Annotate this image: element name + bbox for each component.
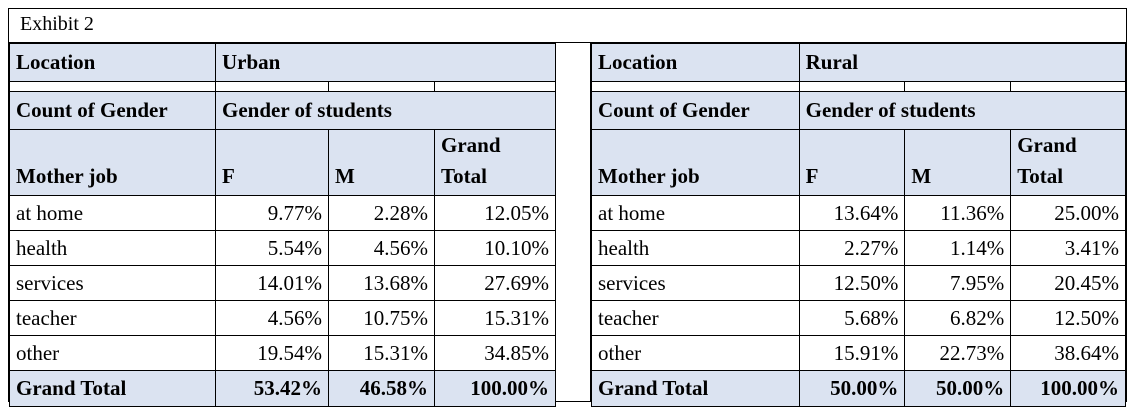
gender-label: Gender of students xyxy=(799,92,1125,130)
cell-total: 12.05% xyxy=(435,196,556,231)
row-label: health xyxy=(10,231,216,266)
cell-total: 34.85% xyxy=(435,336,556,371)
grand-total-m: 50.00% xyxy=(905,371,1011,407)
separator-row xyxy=(10,82,556,92)
cell-f: 15.91% xyxy=(799,336,905,371)
location-row xyxy=(10,44,556,82)
gender-label: Gender of students xyxy=(216,92,556,130)
cell-f: 14.01% xyxy=(216,266,329,301)
cell-f: 13.64% xyxy=(799,196,905,231)
table-row xyxy=(592,336,1126,371)
table-row xyxy=(592,266,1126,301)
exhibit-frame xyxy=(8,8,1127,402)
cell-f: 5.54% xyxy=(216,231,329,266)
col-header-grand-total: Grand Total xyxy=(435,130,556,196)
col-header-m: M xyxy=(905,130,1011,196)
col-header-f: F xyxy=(799,130,905,196)
row-label: services xyxy=(592,266,800,301)
count-label: Count of Gender xyxy=(10,92,216,130)
cell-f: 4.56% xyxy=(216,301,329,336)
count-of-gender-row xyxy=(10,92,556,130)
table-gap xyxy=(555,43,591,401)
col-header-m: M xyxy=(329,130,435,196)
table-row xyxy=(10,196,556,231)
cell-m: 22.73% xyxy=(905,336,1011,371)
row-label: at home xyxy=(10,196,216,231)
separator-row xyxy=(592,82,1126,92)
cell-total: 15.31% xyxy=(435,301,556,336)
cell-m: 7.95% xyxy=(905,266,1011,301)
row-label: services xyxy=(10,266,216,301)
table-row xyxy=(592,196,1126,231)
location-value: Rural xyxy=(799,44,1125,82)
cell-total: 12.50% xyxy=(1011,301,1126,336)
cell-total: 38.64% xyxy=(1011,336,1126,371)
table-row xyxy=(10,301,556,336)
cell-f: 2.27% xyxy=(799,231,905,266)
cell-total: 3.41% xyxy=(1011,231,1126,266)
count-label: Count of Gender xyxy=(592,92,800,130)
cell-m: 13.68% xyxy=(329,266,435,301)
grand-total-label: Grand Total xyxy=(592,371,800,407)
cell-m: 2.28% xyxy=(329,196,435,231)
cell-m: 4.56% xyxy=(329,231,435,266)
table-row xyxy=(592,301,1126,336)
location-row xyxy=(592,44,1126,82)
pivot-table-urban xyxy=(9,43,556,407)
column-header-row xyxy=(592,130,1126,196)
location-value: Urban xyxy=(216,44,556,82)
cell-f: 19.54% xyxy=(216,336,329,371)
exhibit-title: Exhibit 2 xyxy=(9,9,1126,43)
cell-f: 12.50% xyxy=(799,266,905,301)
row-label: other xyxy=(10,336,216,371)
cell-m: 10.75% xyxy=(329,301,435,336)
cell-m: 15.31% xyxy=(329,336,435,371)
row-label: teacher xyxy=(592,301,800,336)
row-label: health xyxy=(592,231,800,266)
cell-m: 1.14% xyxy=(905,231,1011,266)
row-label: teacher xyxy=(10,301,216,336)
grand-total-f: 53.42% xyxy=(216,371,329,407)
table-row xyxy=(10,336,556,371)
count-of-gender-row xyxy=(592,92,1126,130)
grand-total-m: 46.58% xyxy=(329,371,435,407)
cell-f: 9.77% xyxy=(216,196,329,231)
cell-m: 11.36% xyxy=(905,196,1011,231)
cell-f: 5.68% xyxy=(799,301,905,336)
cell-total: 20.45% xyxy=(1011,266,1126,301)
grand-total-total: 100.00% xyxy=(435,371,556,407)
col-header-grand-total: Grand Total xyxy=(1011,130,1126,196)
cell-m: 6.82% xyxy=(905,301,1011,336)
row-label: at home xyxy=(592,196,800,231)
table-row xyxy=(10,266,556,301)
row-header: Mother job xyxy=(592,130,800,196)
table-row xyxy=(592,231,1126,266)
cell-total: 10.10% xyxy=(435,231,556,266)
cell-total: 27.69% xyxy=(435,266,556,301)
location-label: Location xyxy=(592,44,800,82)
grand-total-row xyxy=(592,371,1126,407)
col-header-f: F xyxy=(216,130,329,196)
cell-total: 25.00% xyxy=(1011,196,1126,231)
row-header: Mother job xyxy=(10,130,216,196)
location-label: Location xyxy=(10,44,216,82)
grand-total-label: Grand Total xyxy=(10,371,216,407)
pivot-table-rural xyxy=(591,43,1126,407)
grand-total-total: 100.00% xyxy=(1011,371,1126,407)
grand-total-f: 50.00% xyxy=(799,371,905,407)
column-header-row xyxy=(10,130,556,196)
row-label: other xyxy=(592,336,800,371)
grand-total-row xyxy=(10,371,556,407)
table-row xyxy=(10,231,556,266)
